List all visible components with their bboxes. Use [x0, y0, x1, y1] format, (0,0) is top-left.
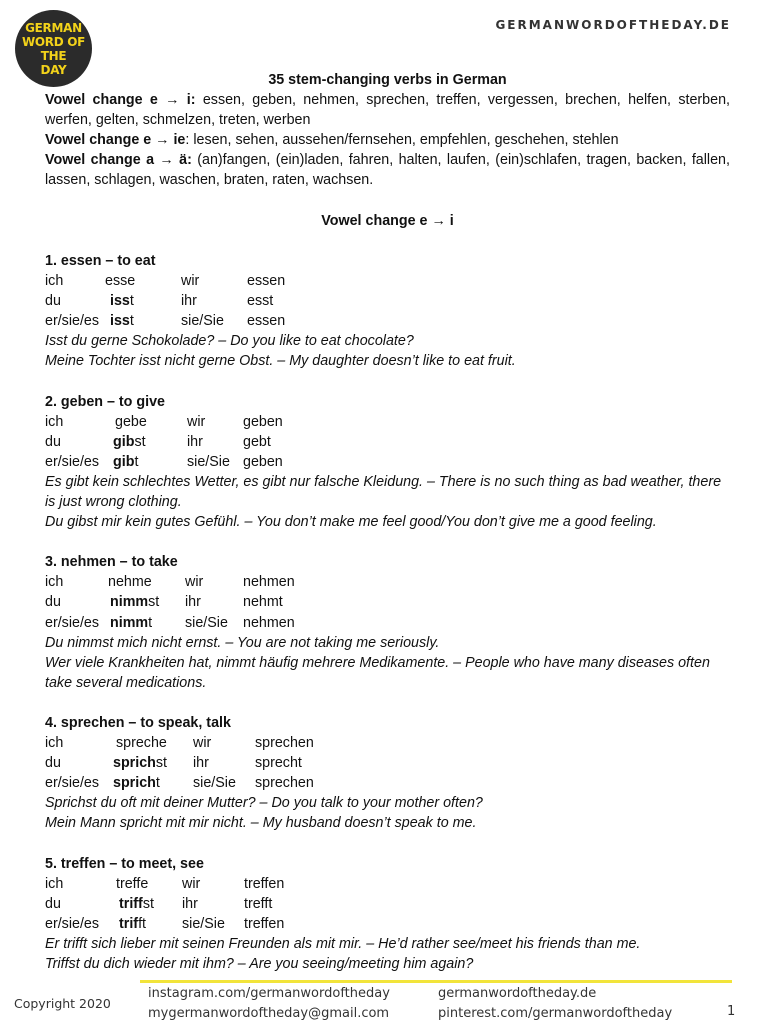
- ending: ft: [138, 915, 147, 932]
- intro-e-ie: Vowel change e → ie: lesen, sehen, aussehen/fernsehen, empfehlen, geschehen, stehlen: [45, 132, 619, 149]
- verb-title: 2. geben – to give: [45, 393, 165, 410]
- changed-stem: iss: [110, 313, 130, 330]
- pronoun: wir: [187, 413, 206, 430]
- pronoun: ich: [45, 413, 64, 430]
- verb-form: esst: [247, 293, 274, 310]
- pronoun: du: [45, 594, 61, 611]
- example-sentence: Sprichst du oft mit deiner Mutter? – Do you talk to your mother often?: [45, 795, 483, 812]
- changed-stem: trif: [119, 915, 139, 932]
- pronoun: ihr: [181, 293, 197, 310]
- verb-form: gebt: [243, 433, 271, 450]
- example-sentence: Isst du gerne Schokolade? – Do you like to eat chocolate?: [45, 333, 414, 350]
- verb-form: trefft: [244, 895, 273, 912]
- verb-form: geben: [243, 413, 283, 430]
- conjugation-row: [45, 914, 730, 934]
- pronoun: sie/Sie: [193, 775, 236, 792]
- pronoun: ihr: [182, 895, 198, 912]
- logo-line-1: GERMAN: [25, 20, 82, 35]
- website-link[interactable]: germanwordoftheday.de: [438, 986, 597, 1001]
- verb-form: [110, 291, 134, 311]
- verb-form: [113, 753, 167, 773]
- verb-title: 4. sprechen – to speak, talk: [45, 715, 231, 731]
- verb-form: sprechen: [255, 775, 314, 792]
- verb-form: [113, 452, 138, 472]
- verb-form: treffen: [244, 915, 285, 932]
- example-sentence: Mein Mann spricht mit mir nicht. – My husband doesn’t speak to me.: [45, 815, 477, 832]
- email-link[interactable]: mygermanwordoftheday@gmail.com: [148, 1006, 390, 1021]
- pronoun: du: [45, 895, 61, 912]
- verb-form: [119, 894, 154, 914]
- pronoun: du: [45, 755, 61, 772]
- pronoun: du: [45, 293, 61, 310]
- verb-form: sprechen: [255, 735, 314, 752]
- verb-form: nehmen: [243, 574, 295, 591]
- verb-title: 5. treffen – to meet, see: [45, 855, 204, 872]
- section-heading: Vowel change e → i: [321, 212, 454, 229]
- verb-form: gebe: [115, 413, 147, 430]
- changed-stem: triff: [119, 895, 143, 912]
- verb-form: nehme: [108, 574, 152, 591]
- intro-e-i: Vowel change e → i: essen, geben, nehmen, sprechen, treffen, vergessen, brechen, helfen, sterben, werfen, gelten, schmelzen, treten, werben: [45, 92, 730, 129]
- conjugation-row: [45, 773, 730, 793]
- verb-form: essen: [247, 272, 286, 289]
- changed-stem: sprich: [113, 755, 156, 772]
- pinterest-link[interactable]: pinterest.com/germanwordoftheday: [438, 1006, 673, 1021]
- example-sentence: Du nimmst mich nicht ernst. – You are not taking me seriously.: [45, 634, 440, 651]
- copyright: Copyright 2020: [14, 996, 111, 1011]
- ending: t: [148, 614, 153, 631]
- conjugation-row: [45, 874, 730, 894]
- conjugation-row: [45, 452, 730, 472]
- pronoun: sie/Sie: [187, 453, 230, 470]
- instagram-link[interactable]: instagram.com/germanwordoftheday: [148, 986, 390, 1001]
- changed-stem: iss: [110, 293, 130, 310]
- logo-line-3: DAY: [40, 62, 67, 77]
- site-header: GERMANWORDOFTHEDAY.DE: [495, 18, 731, 32]
- verb-form: [110, 311, 134, 331]
- changed-stem: nimm: [110, 594, 149, 611]
- pronoun: er/sie/es: [45, 775, 100, 792]
- verb-list: [45, 231, 730, 974]
- example-sentence: Triffst du dich wieder mit ihm? – Are you seeing/meeting him again?: [45, 956, 474, 973]
- verb-title: 3. nehmen – to take: [45, 554, 178, 571]
- conjugation-row: [45, 412, 730, 432]
- verb-form: treffen: [244, 875, 285, 892]
- pronoun: ihr: [187, 433, 203, 450]
- pronoun: ich: [45, 735, 64, 752]
- verb-form: esse: [105, 272, 136, 289]
- pronoun: er/sie/es: [45, 915, 100, 932]
- verb-title: 1. essen – to eat: [45, 252, 156, 269]
- ending: t: [129, 293, 134, 310]
- pronoun: du: [45, 433, 61, 450]
- verb-form: [113, 432, 146, 452]
- ending: st: [134, 433, 146, 450]
- verb-form: nehmen: [243, 614, 295, 631]
- example-sentence: Du gibst mir kein gutes Gefühl. – You don’t make me feel good/You don’t give me a good feeling.: [45, 514, 657, 531]
- example-sentence: Er trifft sich lieber mit seinen Freunden als mit mir. – He’d rather see/meet his friends than me.: [45, 936, 641, 953]
- conjugation-row: [45, 572, 730, 592]
- pronoun: wir: [185, 574, 204, 591]
- verb-form: [113, 773, 160, 793]
- pronoun: er/sie/es: [45, 614, 100, 631]
- footer-divider: [140, 980, 732, 983]
- conjugation-row: [45, 271, 730, 291]
- conjugation-row: [45, 311, 730, 331]
- ending: t: [134, 453, 139, 470]
- verb-form: nehmt: [243, 594, 283, 611]
- document-title: 35 stem-changing verbs in German: [268, 72, 507, 88]
- changed-stem: gib: [113, 433, 135, 450]
- pronoun: ich: [45, 272, 64, 289]
- pronoun: ich: [45, 875, 64, 892]
- verb-form: [110, 613, 152, 633]
- verb-form: treffe: [116, 875, 149, 892]
- verb-form: geben: [243, 453, 283, 470]
- conjugation-row: [45, 894, 730, 914]
- conjugation-row: [45, 592, 730, 612]
- verb-form: sprecht: [255, 755, 302, 772]
- logo-line-2: WORD OF THE: [21, 34, 86, 63]
- pronoun: ihr: [185, 594, 201, 611]
- pronoun: er/sie/es: [45, 313, 100, 330]
- pronoun: wir: [193, 735, 212, 752]
- ending: t: [129, 313, 134, 330]
- page-number: 1: [727, 1004, 736, 1019]
- pronoun: wir: [181, 272, 200, 289]
- verb-form: [119, 914, 146, 934]
- example-sentence: Es gibt kein schlechtes Wetter, es gibt nur falsche Kleidung. – There is no such thing as bad weather, there is just wrong clothing.: [45, 473, 722, 510]
- conjugation-row: [45, 753, 730, 773]
- ending: st: [142, 895, 154, 912]
- pronoun: ihr: [193, 755, 209, 772]
- pronoun: sie/Sie: [181, 313, 224, 330]
- example-sentence: Wer viele Krankheiten hat, nimmt häufig mehrere Medikamente. – People who have many diseases often take several medications.: [45, 654, 710, 691]
- ending: st: [155, 755, 168, 772]
- conjugation-row: [45, 733, 730, 753]
- conjugation-row: [45, 613, 730, 633]
- verb-form: spreche: [116, 735, 167, 752]
- pronoun: er/sie/es: [45, 453, 100, 470]
- pronoun: sie/Sie: [182, 915, 225, 932]
- changed-stem: sprich: [113, 775, 156, 792]
- conjugation-row: [45, 432, 730, 452]
- changed-stem: nimm: [110, 614, 149, 631]
- pronoun: sie/Sie: [185, 614, 228, 631]
- changed-stem: gib: [113, 453, 135, 470]
- document-body: [45, 70, 730, 974]
- verb-form: essen: [247, 313, 286, 330]
- pronoun: ich: [45, 574, 64, 591]
- ending: t: [155, 775, 160, 792]
- verb-form: [110, 592, 159, 612]
- intro-a-ae: Vowel change a → ä: (an)fangen, (ein)laden, fahren, halten, laufen, (ein)schlafen, tragen, backen, fallen, lassen, schlagen, waschen, braten, raten, wachsen.: [45, 152, 730, 189]
- example-sentence: Meine Tochter isst nicht gerne Obst. – My daughter doesn’t like to eat fruit.: [45, 353, 516, 370]
- ending: st: [148, 594, 160, 611]
- pronoun: wir: [182, 875, 201, 892]
- conjugation-row: [45, 291, 730, 311]
